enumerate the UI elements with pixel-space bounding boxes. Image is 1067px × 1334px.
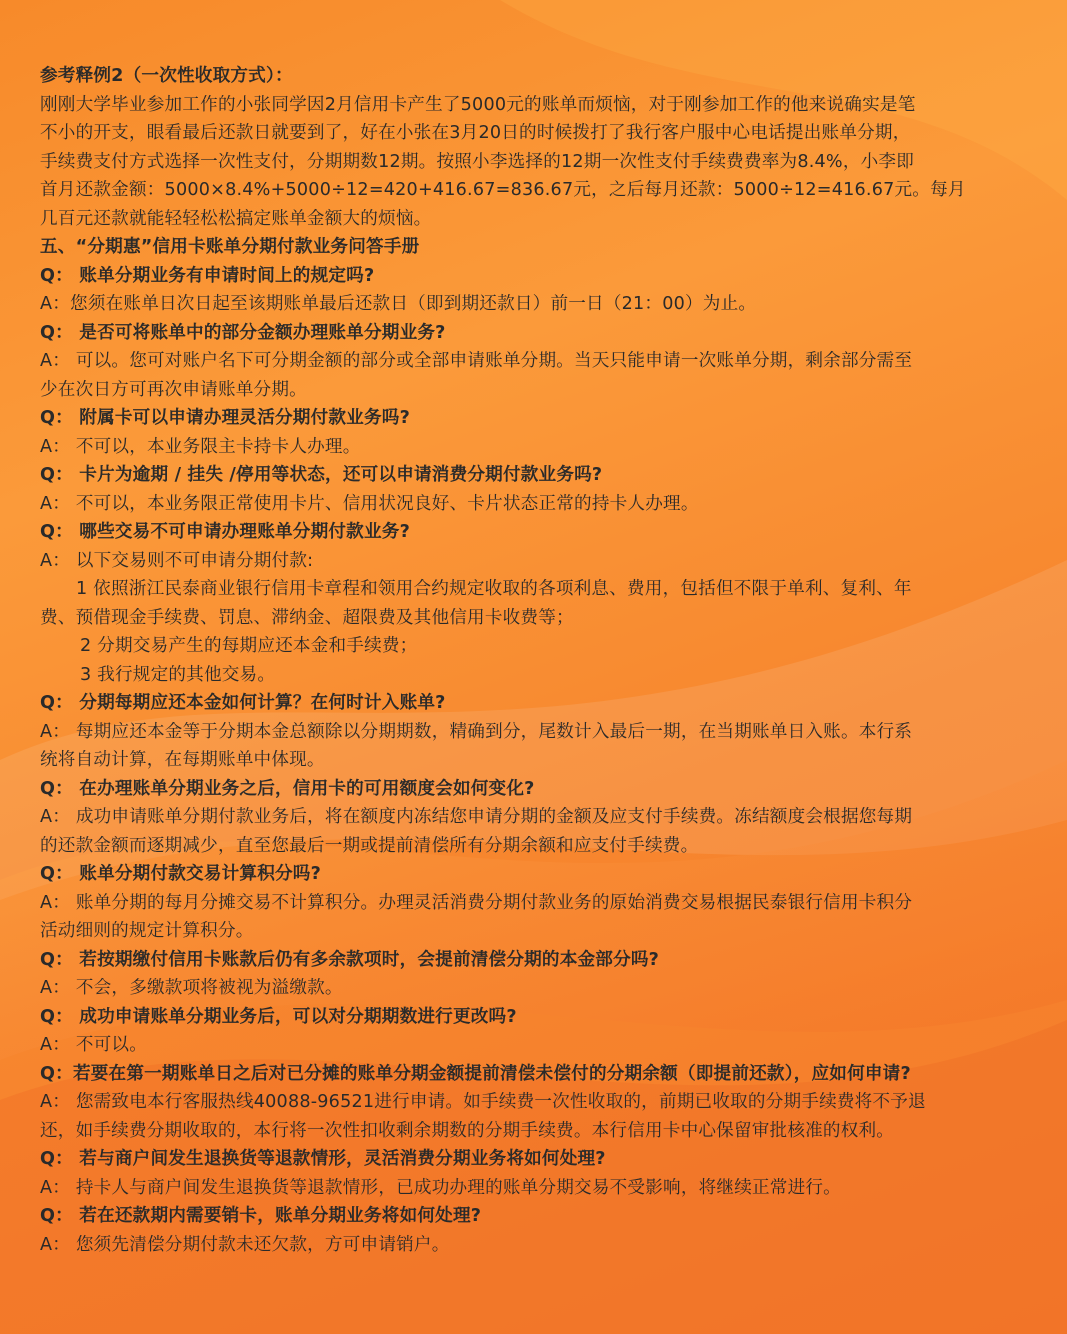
faq-question-6: Q： 分期每期应还本金如何计算？在何时计入账单? xyxy=(40,693,446,713)
faq-answer-8-line-1: A： 账单分期的每月分摊交易不计算积分。办理灵活消费分期付款业务的原始消费交易根据民泰银行信用卡积分 xyxy=(40,892,913,913)
intro-line-5: 几百元还款就能轻轻松松搞定账单金额大的烦恼。 xyxy=(40,208,432,229)
faq-answer-1: A：您须在账单日次日起至该期账单最后还款日（即到期还款日）前一日（21：00）为止。 xyxy=(40,294,757,314)
faq-question-2: Q： 是否可将账单中的部分金额办理账单分期业务? xyxy=(40,322,446,343)
faq-answer-3: A： 不可以，本业务限主卡持卡人办理。 xyxy=(40,436,361,457)
faq-answer-5-item-1-line-1: 1 依照浙江民泰商业银行信用卡章程和领用合约规定收取的各项利息、费用，包括但不限于单利、复利、年 xyxy=(76,579,912,599)
faq-question-4: Q： 卡片为逾期 / 挂失 /停用等状态，还可以申请消费分期付款业务吗? xyxy=(40,465,603,485)
faq-question-1: Q： 账单分期业务有申请时间上的规定吗? xyxy=(40,265,375,286)
faq-question-8: Q： 账单分期付款交易计算积分吗? xyxy=(40,864,322,884)
faq-answer-2-line-1: A： 可以。您可对账户名下可分期金额的部分或全部申请账单分期。当天只能申请一次账单分期，剩余部分需至 xyxy=(40,351,913,371)
faq-question-3: Q： 附属卡可以申请办理灵活分期付款业务吗? xyxy=(40,408,410,428)
intro-line-4: 首月还款金额：5000×8.4%+5000÷12=420+416.67=836.67元，之后每月还款：5000÷12=416.67元。每月 xyxy=(40,180,966,200)
section-title: 五、“分期惠”信用卡账单分期付款业务问答手册 xyxy=(40,237,420,257)
faq-question-13: Q： 若在还款期内需要销卡，账单分期业务将如何处理? xyxy=(40,1206,482,1226)
faq-answer-10: A： 不可以。 xyxy=(40,1035,147,1055)
faq-answer-5-item-2: 2 分期交易产生的每期应还本金和手续费； xyxy=(80,636,418,656)
faq-answer-11-line-2: 还，如手续费分期收取的，本行将一次性扣收剩余期数的分期手续费。本行信用卡中心保留审批核准的权利。 xyxy=(40,1120,895,1141)
faq-answer-4: A： 不可以，本业务限正常使用卡片、信用状况良好、卡片状态正常的持卡人办理。 xyxy=(40,493,699,514)
faq-answer-8-line-2: 活动细则的规定计算积分。 xyxy=(40,921,254,941)
faq-answer-6-line-1: A： 每期应还本金等于分期本金总额除以分期期数，精确到分，尾数计入最后一期，在当期账单日入账。本行系 xyxy=(40,721,913,742)
intro-line-3: 手续费支付方式选择一次性支付，分期期数12期。按照小李选择的12期一次性支付手续费费率为8.4%，小李即 xyxy=(40,151,915,172)
faq-answer-5-item-1-line-2: 费、预借现金手续费、罚息、滞纳金、超限费及其他信用卡收费等； xyxy=(40,607,574,628)
intro-line-1: 刚刚大学毕业参加工作的小张同学因2月信用卡产生了5000元的账单而烦恼，对于刚参加工作的他来说确实是笔 xyxy=(40,94,916,115)
faq-answer-9: A： 不会，多缴款项将被视为溢缴款。 xyxy=(40,978,343,998)
intro-line-2: 不小的开支，眼看最后还款日就要到了，好在小张在3月20日的时候拨打了我行客户服中心电话提出账单分期， xyxy=(40,123,911,143)
intro-heading: 参考释例2（一次性收取方式）： xyxy=(40,66,293,86)
faq-question-11: Q：若要在第一期账单日之后对已分摊的账单分期金额提前清偿未偿付的分期余额（即提前还款），应如何申请? xyxy=(40,1063,911,1084)
faq-answer-6-line-2: 统将自动计算，在每期账单中体现。 xyxy=(40,750,325,770)
faq-answer-5-item-3: 3 我行规定的其他交易。 xyxy=(80,664,276,685)
faq-question-7: Q： 在办理账单分期业务之后，信用卡的可用额度会如何变化? xyxy=(40,778,535,799)
faq-answer-13: A： 您须先清偿分期付款未还欠款，方可申请销户。 xyxy=(40,1234,450,1255)
faq-answer-11-line-1: A： 您需致电本行客服热线40088-96521进行申请。如手续费一次性收取的，前期已收取的分期手续费将不予退 xyxy=(40,1092,926,1112)
faq-answer-7-line-2: 的还款金额而逐期减少，直至您最后一期或提前清偿所有分期余额和应支付手续费。 xyxy=(40,835,699,856)
faq-answer-2-line-2: 少在次日方可再次申请账单分期。 xyxy=(40,379,307,400)
faq-question-9: Q： 若按期缴付信用卡账款后仍有多余款项时，会提前清偿分期的本金部分吗? xyxy=(40,949,660,970)
faq-answer-12: A： 持卡人与商户间发生退换货等退款情形，已成功办理的账单分期交易不受影响，将继续正常进行。 xyxy=(40,1177,841,1198)
faq-question-5: Q： 哪些交易不可申请办理账单分期付款业务? xyxy=(40,522,410,542)
faq-question-10: Q： 成功申请账单分期业务后，可以对分期期数进行更改吗? xyxy=(40,1006,517,1027)
faq-answer-7-line-1: A： 成功申请账单分期付款业务后，将在额度内冻结您申请分期的金额及应支付手续费。冻结额度会根据您每期 xyxy=(40,807,913,827)
faq-answer-5: A： 以下交易则不可申请分期付款: xyxy=(40,550,314,571)
faq-question-12: Q： 若与商户间发生退换货等退款情形，灵活消费分期业务将如何处理? xyxy=(40,1149,606,1169)
document-body xyxy=(40,62,1020,1259)
